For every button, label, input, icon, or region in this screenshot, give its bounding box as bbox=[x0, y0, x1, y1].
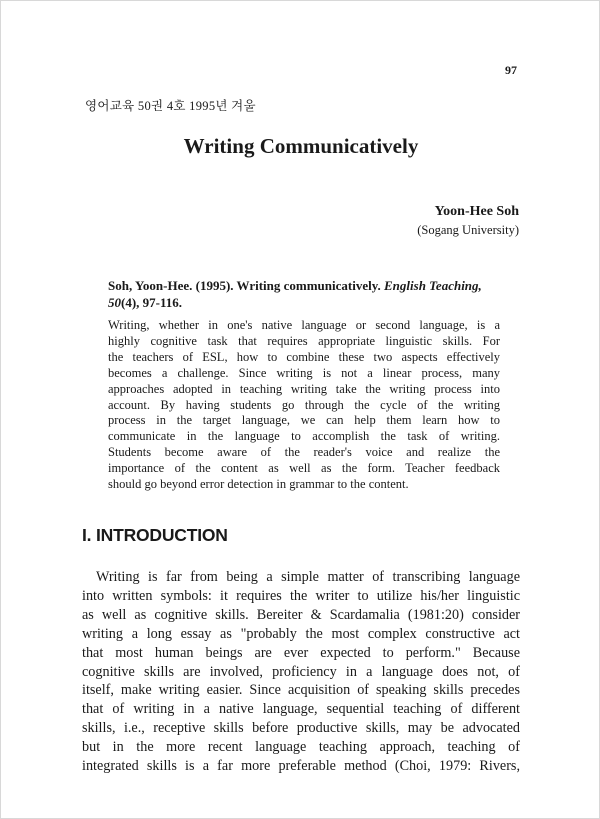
body-line: cognitive skills are involved, proficiency in a language does not, of bbox=[82, 663, 520, 680]
body-line: Writing is far from being a simple matter of transcribing language bbox=[96, 569, 520, 585]
abstract-line: the teachers of ESL, how to combine these two aspects effectively bbox=[108, 349, 500, 364]
abstract bbox=[108, 318, 500, 493]
citation-text: Soh, Yoon-Hee. (1995). Writing communicatively. bbox=[108, 278, 385, 293]
body-text bbox=[82, 568, 520, 776]
body-line: as well as cognitive skills. Bereiter & Scardamalia (1981:20) consider bbox=[82, 606, 520, 623]
body-line: into written symbols: it requires the writer to utilize his/her linguistic bbox=[82, 587, 520, 604]
body-line: writing a long essay as "probably the most complex constructive act bbox=[82, 625, 520, 642]
body-line: that most human beings are ever expected to perform." Because bbox=[82, 644, 520, 661]
section-heading: I. INTRODUCTION bbox=[82, 525, 228, 545]
abstract-line: account. By having students go through the cycle of the writing bbox=[108, 397, 500, 412]
abstract-line: process in the target language, we can help them learn how to bbox=[108, 413, 500, 428]
body-line: skills, i.e., receptive skills before productive skills, may be advocated bbox=[82, 720, 520, 737]
abstract-line: Students become aware of the reader's voice and realize the bbox=[108, 445, 500, 460]
body-line: but in the more recent language teaching approach, teaching of bbox=[82, 739, 520, 756]
author-affiliation: (Sogang University) bbox=[417, 223, 519, 237]
page-number: 97 bbox=[505, 63, 517, 77]
abstract-line: becomes a challenge. Since writing is not a linear process, many bbox=[108, 365, 500, 380]
abstract-line: highly cognitive task that requires appropriate linguistic skills. For bbox=[108, 333, 500, 348]
body-line: itself, make writing easier. Since acquisition of speaking skills precedes bbox=[82, 682, 520, 699]
paper-title: Writing Communicatively bbox=[183, 134, 419, 158]
citation-volume: 50 bbox=[108, 295, 121, 310]
citation-journal: English Teaching, bbox=[384, 278, 482, 293]
author-name: Yoon-Hee Soh bbox=[434, 204, 519, 219]
abstract-line: approaches adopted in teaching writing take the writing process into bbox=[108, 381, 500, 396]
body-line: that of writing in a native language, sequential teaching of different bbox=[82, 701, 520, 718]
body-line: integrated skills is a far more preferable method (Choi, 1979: Rivers, bbox=[82, 758, 520, 775]
journal-issue-line: 영어교육 50권 4호 1995년 겨울 bbox=[85, 99, 256, 113]
citation-block bbox=[108, 277, 500, 311]
abstract-line: communicate in the language to accomplish the task of writing. bbox=[108, 429, 500, 444]
abstract-line: Writing, whether in one's native language or second language, is a bbox=[108, 318, 500, 332]
abstract-line: should go beyond error detection in grammar to the content. bbox=[108, 477, 409, 492]
citation-issue-pages: (4), 97-116. bbox=[121, 295, 183, 310]
abstract-line: importance of the content as well as the form. Teacher feedback bbox=[108, 461, 500, 476]
